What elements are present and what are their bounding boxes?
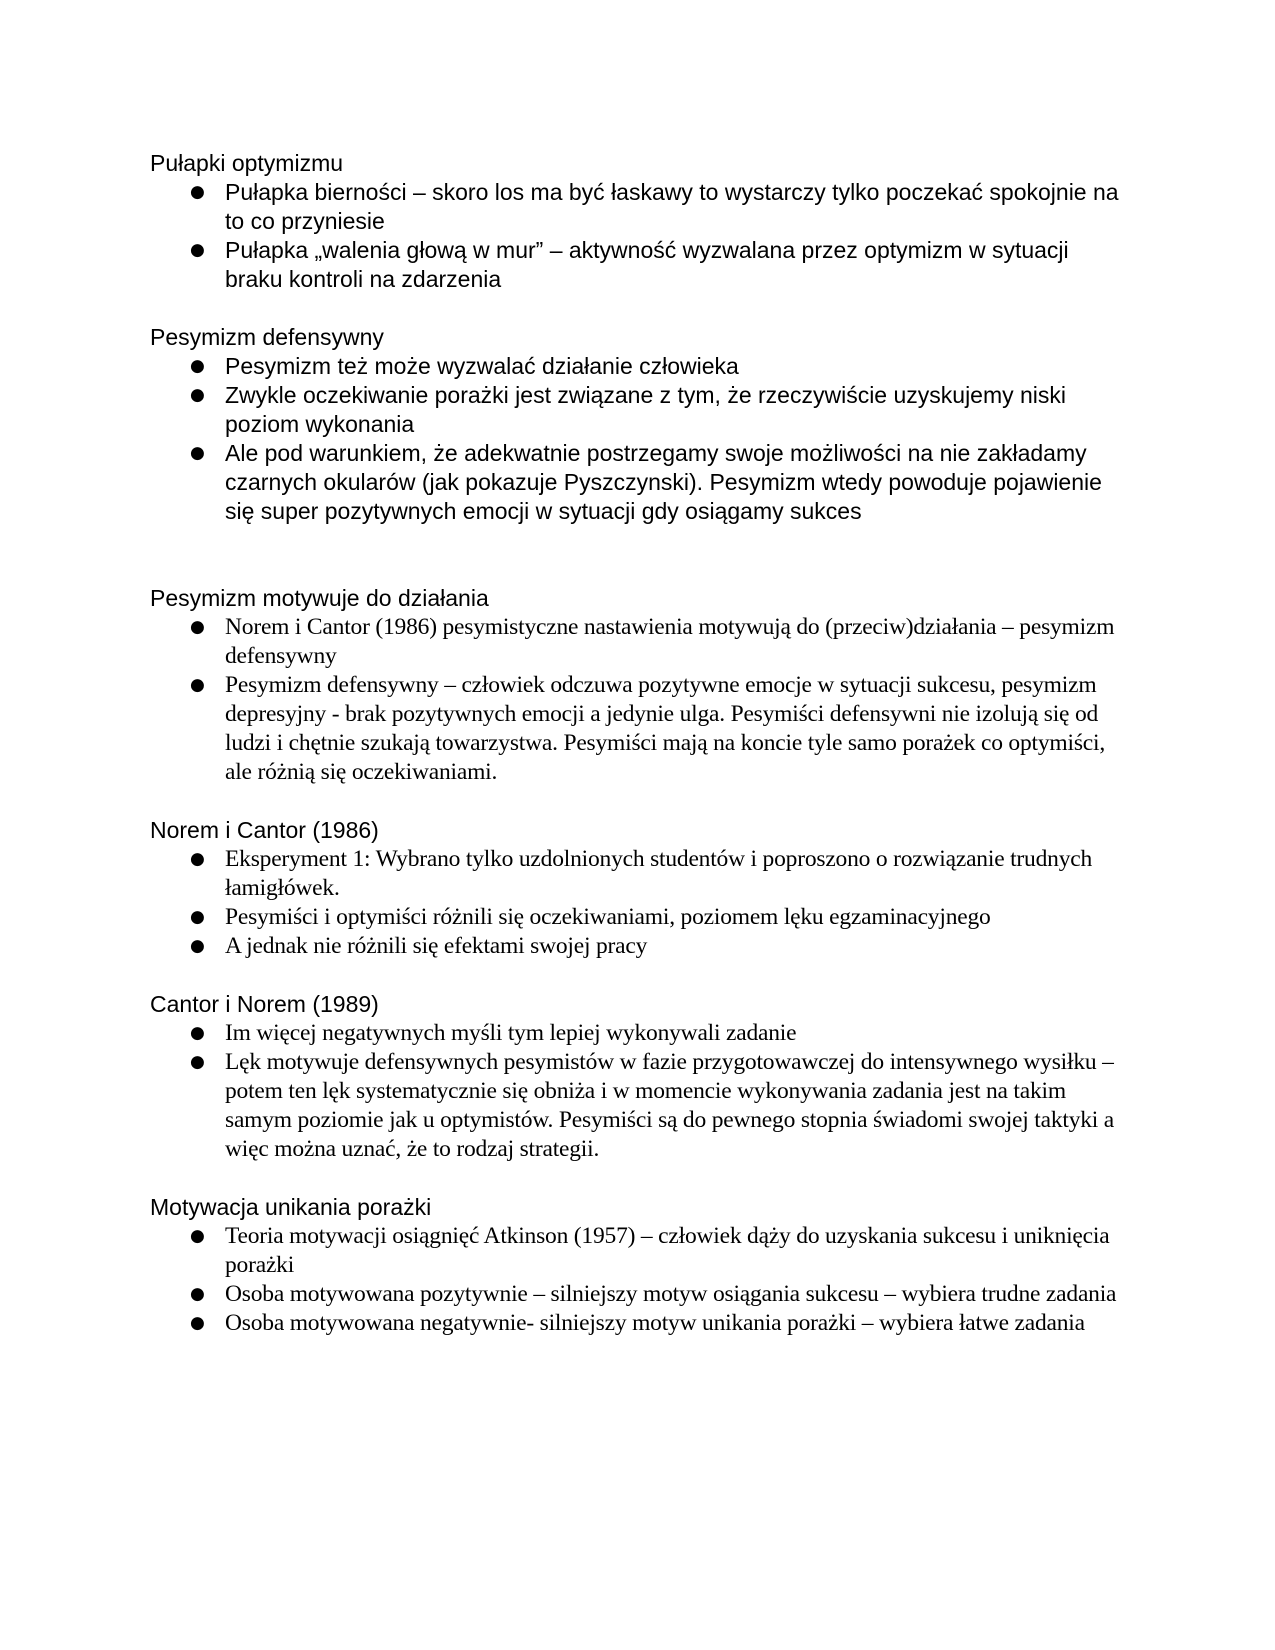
section-pesymizm-motywuje	[150, 584, 1120, 787]
bullet-icon: ●	[190, 356, 205, 376]
section-heading: Cantor i Norem (1989)	[150, 991, 379, 1017]
section-motywacja-unikania-porazki	[150, 1193, 1120, 1338]
bullet-list	[150, 845, 1120, 961]
list-item-text: Zwykle oczekiwanie porażki jest związane z tym, że rzeczywiście uzyskujemy niski poziom wykonania	[225, 382, 1067, 437]
bullet-list	[150, 1019, 1120, 1164]
list-item	[150, 1309, 1120, 1338]
list-item	[150, 236, 1120, 294]
list-item-text: Pesymizm defensywny – człowiek odczuwa pozytywne emocje w sytuacji sukcesu, pesymizm depresyjny - brak pozytywnych emocji a jedynie ulga. Pesymiści defensywni nie izolują się od ludzi i chętnie szukają towarzystwa. Pesymiści mają na koncie tyle samo porażek co optymiści, ale różnią się oczekiwaniami.	[225, 672, 1105, 785]
list-item	[150, 1048, 1120, 1164]
section-heading: Pesymizm defensywny	[150, 324, 384, 350]
list-item-text: Osoba motywowana negatywnie- silniejszy motyw unikania porażki – wybiera łatwe zadania	[225, 1310, 1085, 1336]
document-page	[150, 149, 1120, 1338]
list-item	[150, 178, 1120, 236]
bullet-icon: ●	[190, 675, 205, 695]
bullet-list	[150, 613, 1120, 787]
bullet-list	[150, 1222, 1120, 1338]
list-item	[150, 381, 1120, 439]
bullet-icon: ●	[190, 907, 205, 927]
list-item-text: Eksperyment 1: Wybrano tylko uzdolnionych studentów i poproszono o rozwiązanie trudnych łamigłówek.	[225, 846, 1093, 901]
list-item	[150, 932, 1120, 961]
bullet-icon: ●	[190, 936, 205, 956]
list-item	[150, 439, 1120, 526]
bullet-list	[150, 352, 1120, 526]
bullet-icon: ●	[190, 1052, 205, 1072]
section-cantor-norem-1989	[150, 990, 1120, 1164]
list-item	[150, 613, 1120, 671]
list-item-text: Ale pod warunkiem, że adekwatnie postrzegamy swoje możliwości na nie zakładamy czarnych okularów (jak pokazuje Pyszczynski). Pesymizm wtedy powoduje pojawienie się super pozytywnych emocji w sytuacji gdy osiągamy sukces	[225, 440, 1102, 524]
bullet-icon: ●	[190, 240, 205, 260]
section-heading: Pesymizm motywuje do działania	[150, 585, 489, 611]
section-pulapki-optymizmu	[150, 149, 1120, 294]
list-item	[150, 352, 1120, 381]
bullet-icon: ●	[190, 1313, 205, 1333]
list-item-text: Lęk motywuje defensywnych pesymistów w fazie przygotowawczej do intensywnego wysiłku – potem ten lęk systematycznie się obniża i w momencie wykonywania zadania jest na takim samym poziomie jak u optymistów. Pesymiści są do pewnego stopnia świadomi swojej taktyki a więc można uznać, że to rodzaj strategii.	[225, 1049, 1115, 1162]
list-item	[150, 1280, 1120, 1309]
section-norem-cantor-1986	[150, 816, 1120, 961]
list-item-text: Pułapka bierności – skoro los ma być łaskawy to wystarczy tylko poczekać spokojnie na to co przyniesie	[225, 179, 1119, 234]
list-item-text: Pesymizm też może wyzwalać działanie człowieka	[225, 353, 739, 379]
list-item-text: A jednak nie różnili się efektami swojej pracy	[225, 933, 648, 959]
list-item-text: Pesymiści i optymiści różnili się oczekiwaniami, poziomem lęku egzaminacyjnego	[225, 904, 991, 930]
list-item	[150, 671, 1120, 787]
list-item-text: Im więcej negatywnych myśli tym lepiej wykonywali zadanie	[225, 1020, 797, 1046]
list-item	[150, 1222, 1120, 1280]
bullet-icon: ●	[190, 385, 205, 405]
bullet-icon: ●	[190, 443, 205, 463]
bullet-icon: ●	[190, 1023, 205, 1043]
bullet-icon: ●	[190, 1284, 205, 1304]
bullet-list	[150, 178, 1120, 294]
list-item-text: Norem i Cantor (1986) pesymistyczne nastawienia motywują do (przeciw)działania – pesymizm defensywny	[225, 614, 1115, 669]
bullet-icon: ●	[190, 182, 205, 202]
section-heading: Pułapki optymizmu	[150, 150, 344, 176]
bullet-icon: ●	[190, 617, 205, 637]
list-item	[150, 845, 1120, 903]
section-pesymizm-defensywny	[150, 323, 1120, 526]
section-heading: Norem i Cantor (1986)	[150, 817, 379, 843]
list-item-text: Pułapka „walenia głową w mur” – aktywność wyzwalana przez optymizm w sytuacji braku kontroli na zdarzenia	[225, 237, 1069, 292]
bullet-icon: ●	[190, 1226, 205, 1246]
list-item	[150, 1019, 1120, 1048]
bullet-icon: ●	[190, 849, 205, 869]
list-item-text: Osoba motywowana pozytywnie – silniejszy motyw osiągania sukcesu – wybiera trudne zadania	[225, 1281, 1117, 1307]
list-item-text: Teoria motywacji osiągnięć Atkinson (1957) – człowiek dąży do uzyskania sukcesu i uniknięcia porażki	[225, 1223, 1110, 1278]
section-heading: Motywacja unikania porażki	[150, 1194, 432, 1220]
list-item	[150, 903, 1120, 932]
